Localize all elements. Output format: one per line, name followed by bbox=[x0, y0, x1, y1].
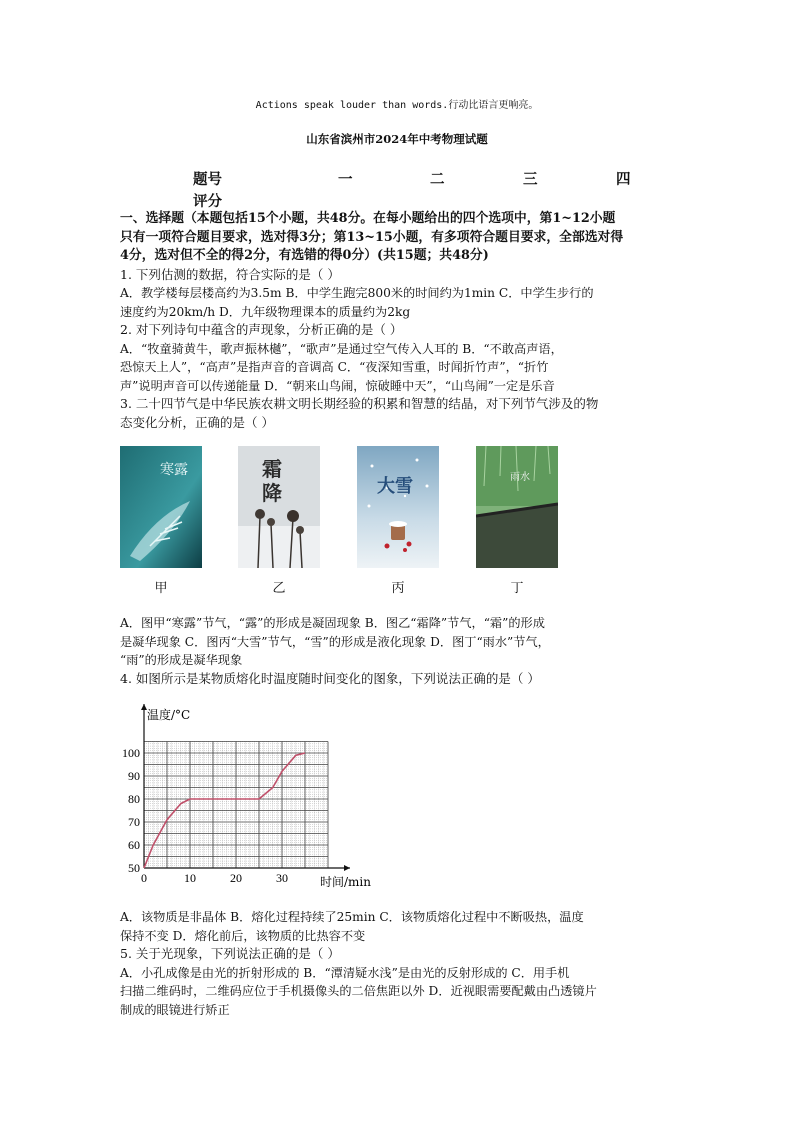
q3-options-line-3: “雨”的形成是凝华现象 bbox=[120, 653, 243, 667]
q4-options-line-1: A．该物质是非晶体 B．熔化过程持续了25min C．该物质熔化过程中不断吸热，温度 bbox=[120, 910, 584, 924]
x-tick-label: 30 bbox=[276, 871, 288, 885]
picture-shuangjiang bbox=[238, 446, 320, 568]
q4-stem: 4. 如图所示是某物质熔化时温度随时间变化的图象，下列说法正确的是（ ） bbox=[120, 670, 540, 686]
svg-text:大雪: 大雪 bbox=[377, 476, 413, 497]
col-4-label: 四 bbox=[616, 171, 631, 188]
section1-block bbox=[120, 210, 676, 432]
q3-options-block bbox=[120, 614, 676, 688]
score-table-header-row bbox=[193, 168, 653, 190]
x-axis-arrow bbox=[344, 865, 350, 871]
section-heading-line-2: 只有一项符合题目要求，选对得3分；第13~15小题，有多项符合题目要求，全部选对得 bbox=[120, 229, 624, 245]
col-3-label: 三 bbox=[523, 171, 538, 188]
q3-stem-line-2: 态变化分析，正确的是（ ） bbox=[120, 414, 274, 430]
q2-options-line-1: A．“牧童骑黄牛，歌声振林樾”，“歌声”是通过空气传入人耳的 B．“不敢高声语， bbox=[120, 341, 563, 356]
q4-q5-block bbox=[120, 908, 676, 1019]
q5-options-line-1: A．小孔成像是由光的折射形成的 B．“潭清疑水浅”是由光的反射形成的 C．用手机 bbox=[120, 965, 570, 980]
section-heading-line-3: 4分，选对但不全的得2分，有选错的得0分）(共15题；共48分) bbox=[120, 248, 489, 263]
col-1-label: 一 bbox=[338, 171, 353, 188]
svg-text:雨水: 雨水 bbox=[510, 472, 530, 483]
y-axis-label: 温度/°C bbox=[147, 708, 191, 722]
col-2-label: 二 bbox=[430, 171, 445, 188]
y-tick-label: 70 bbox=[128, 815, 140, 829]
melting-graph bbox=[118, 700, 388, 894]
score-table bbox=[193, 168, 653, 212]
x-tick-label: 10 bbox=[184, 871, 196, 885]
score-table-score-row bbox=[193, 190, 653, 212]
caption-bing: 丙 bbox=[391, 581, 405, 596]
y-tick-label: 90 bbox=[128, 769, 140, 783]
x-tick-label: 0 bbox=[141, 871, 147, 885]
q3-options-line-1: A．图甲“寒露”节气，“露”的形成是凝固现象 B．图乙“霜降”节气，“霜”的形成 bbox=[120, 616, 545, 630]
q1-stem: 1. 下列估测的数据，符合实际的是（ ） bbox=[120, 266, 340, 282]
q5-options-line-2: 扫描二维码时，二维码应位于手机摄像头的二倍焦距以外 D．近视眼需要配戴由凸透镜片 bbox=[120, 984, 597, 998]
q1-options-line-2: 速度约为20km/h D．九年级物理课本的质量约为2kg bbox=[120, 304, 411, 319]
y-tick-label: 100 bbox=[122, 746, 140, 760]
caption-yi: 乙 bbox=[272, 581, 286, 596]
motto-line: Actions speak louder than words.行动比语言更响亮。 bbox=[255, 100, 539, 111]
caption-ding: 丁 bbox=[510, 581, 524, 596]
q1-options-line-1: A．教学楼每层楼高约为3.5m B．中学生跑完800米的时间约为1min C．中学生步行的 bbox=[120, 286, 594, 300]
q2-stem: 2. 对下列诗句中蕴含的声现象，分析正确的是（ ） bbox=[120, 322, 403, 337]
q5-stem: 5. 关于光现象，下列说法正确的是（ ） bbox=[120, 946, 340, 961]
section-heading-line-1: 一、选择题（本题包括15个小题，共48分。在每小题给出的四个选项中，第1~12小题 bbox=[120, 211, 616, 226]
picture-daxue bbox=[357, 446, 439, 568]
q3-options-line-2: 是凝华现象 C．图丙“大雪”节气，“雪”的形成是液化现象 D．图丁“雨水”节气， bbox=[120, 634, 550, 649]
question-number-label: 题号 bbox=[193, 171, 222, 188]
x-axis-label: 时间/min bbox=[320, 875, 371, 889]
picture-hanlu bbox=[120, 446, 202, 568]
y-tick-label: 80 bbox=[128, 792, 140, 806]
hanlu-title: 寒露 bbox=[160, 462, 188, 478]
caption-jia: 甲 bbox=[154, 581, 168, 596]
picture-yushui bbox=[476, 446, 558, 568]
shuangjiang-title: 霜 bbox=[262, 457, 282, 481]
melting-chart-svg bbox=[118, 700, 388, 890]
q2-options-line-2: 恐惊天上人”，“高声”是指声音的音调高 C．“夜深知雪重，时闻折竹声”，“折竹 bbox=[120, 360, 549, 374]
q4-options-line-2: 保持不变 D．熔化前后，该物质的比热容不变 bbox=[120, 928, 366, 943]
y-tick-label: 60 bbox=[128, 838, 140, 852]
q3-stem-line-1: 3. 二十四节气是中华民族农耕文明长期经验的积累和智慧的结晶，对下列节气涉及的物 bbox=[120, 396, 599, 411]
score-label: 评分 bbox=[193, 193, 222, 210]
q2-options-line-3: 声”说明声音可以传递能量 D．“朝来山鸟闹，惊破睡中天”，“山鸟闹”一定是乐音 bbox=[120, 378, 555, 393]
y-tick-label: 50 bbox=[128, 861, 140, 875]
document-title: 山东省滨州市2024年中考物理试题 bbox=[306, 132, 488, 146]
x-tick-label: 20 bbox=[230, 871, 242, 885]
q5-options-line-3: 制成的眼镜进行矫正 bbox=[120, 1002, 230, 1017]
svg-text:降: 降 bbox=[262, 481, 282, 505]
